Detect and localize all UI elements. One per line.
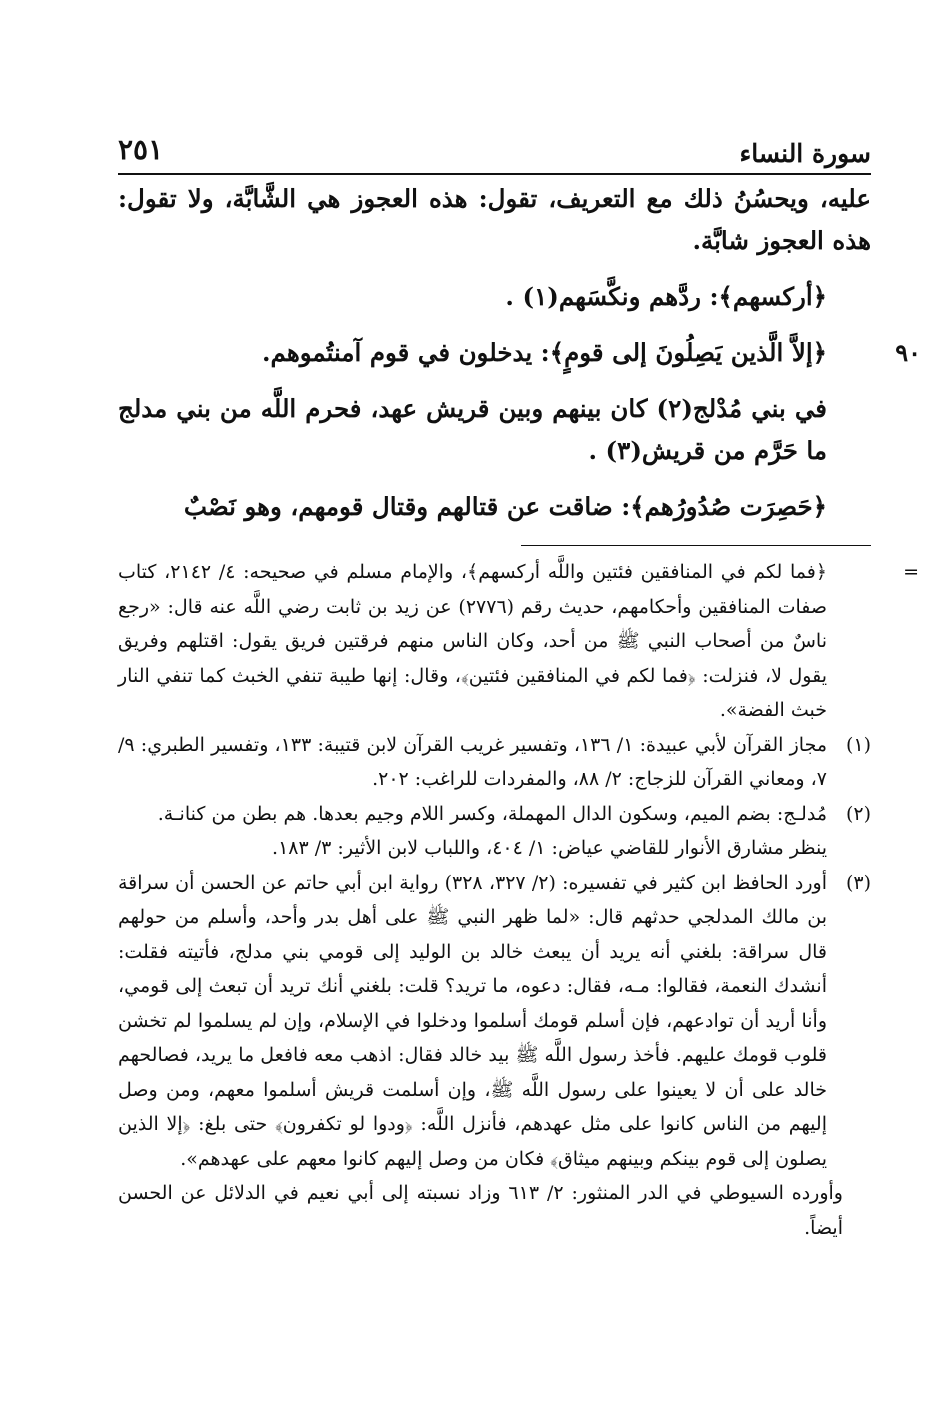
footnote-1 bbox=[118, 728, 871, 797]
footnote-2-number: (٢) bbox=[845, 802, 871, 825]
footnote-1-text: مجاز القرآن لأبي عبيدة: ١/ ١٣٦، وتفسير غريب القرآن لابن قتيبة: ١٣٣، وتفسير الطبري: ٩/ ٧، ومعاني القرآن للزجاج: ٢/ ٨٨، والمفردات للراغب: ٢٠٢. bbox=[118, 733, 828, 790]
paragraph-3: ﴿إلاَّ الَّذين يَصِلُونَ إلى قومٍ﴾: يدخلون في قوم آمنتُموهم. bbox=[262, 338, 827, 367]
continuation-text: ﴿فما لكم في المنافقين فئتين واللَّه أركسهم﴾، والإمام مسلم في صحيحه: ٤/ ٢١٤٢، كتاب صفات المنافقين وأحكامهم، حديث رقم (٢٧٧٦) عن زيد بن ثابت رضي اللَّه عنه قال: «رجع ناسٌ من أصحاب النبي ﷺ من أحد، وكان الناس منهم فرقتين فريق يقول: اقتلهم وفريق يقول لا، فنزلت: ﴿فما لكم في المنافقين فئتين﴾، وقال: إنها طيبة تنفي الخبث كما تنفي النار خبث الفضة». bbox=[118, 561, 827, 721]
footnote-2 bbox=[118, 797, 871, 832]
footnote-3-text: أورد الحافظ ابن كثير في تفسيره: (٢/ ٣٢٧، ٣٢٨) رواية ابن أبي حاتم عن الحسن أن سراقة بن مالك المدلجي حدثهم قال: «لما ظهر النبي ﷺ على أهل بدر وأحد، وأسلم من حولهم قال سراقة: بلغني أنه يريد أن يبعث خالد بن الوليد إلى قومي بني مدلج، فأتيته فقلت: أنشدك النعمة، فقالوا: مـه، فقال: دعوه، ما تريد؟ قلت: بلغني أنك تريد أن تبعث إلى قومي، وأنا أريد أن توادعهم، فإن أسلم قومك أسلموا ودخلوا في الإسلام، وإن لم يسلموا لم تخشن قلوب قومك عليهم. فأخذ رسول اللَّه ﷺ بيد خالد فقال: اذهب معه فافعل ما يريد، فصالحهم خالد على أن لا يعينوا على رسول اللَّه ﷺ، وإن أسلمت قريش أسلموا معهم، ومن وصل إليهم من الناس كانوا على مثل عهدهم، فأنزل اللَّه: ﴿ودوا لو تكفرون﴾ حتى بلغ: ﴿إلا الذين يصلون إلى قوم بينكم وبينهم ميثاق﴾ فكان من وصل إليهم كانوا معهم على عهدهم». bbox=[118, 871, 828, 1170]
paragraph-4: في بني مُدْلج(٢) كان بينهم وبين قريش عهد، فحرم اللَّه من بني مدلج ما حَرَّم من قريش(٣) . bbox=[118, 394, 827, 465]
continuation-marker: = bbox=[903, 561, 919, 583]
paragraph-2: ﴿أركسهم﴾: ردَّهم ونكَّسَهم(١) . bbox=[505, 282, 827, 311]
footnote-continuation bbox=[118, 555, 919, 728]
paragraph-1: عليه، ويحسُنُ ذلك مع التعريف، تقول: هذه العجوز هي الشَّابَّة، ولا تقول: هذه العجوز شابَّة. bbox=[118, 184, 871, 255]
verse-number: ٩٠ bbox=[895, 338, 921, 367]
main-text bbox=[118, 178, 921, 542]
surah-title: سورة النساء bbox=[739, 139, 871, 168]
footnote-3-number: (٣) bbox=[845, 871, 871, 894]
page-header bbox=[118, 133, 871, 175]
footnote-3 bbox=[118, 866, 871, 1177]
footnote-2-text: مُدلـج: بضم الميم، وسكون الدال المهملة، وكسر اللام وجيم بعدها. هم بطن من كنانـة. bbox=[157, 802, 827, 825]
paragraph-5: ﴿حَصِرَت صُدُورُهم﴾: ضاقت عن قتالهم وقتال قومهم، وهو نَصْبٌ bbox=[183, 492, 827, 521]
footnote-2-extra: ينظر مشارق الأنوار للقاضي عياض: ١/ ٤٠٤، واللباب لابن الأثير: ٣/ ١٨٣. bbox=[272, 837, 827, 859]
page-number: ٢٥١ bbox=[118, 133, 164, 166]
footnote-separator bbox=[521, 545, 871, 546]
footnote-1-number: (١) bbox=[845, 733, 871, 756]
verse-row bbox=[118, 332, 921, 374]
footnote-3-extra: وأورده السيوطي في الدر المنثور: ٢/ ٦١٣ وزاد نسبته إلى أبي نعيم في الدلائل عن الحسن أيضاً. bbox=[118, 1182, 843, 1239]
footnotes bbox=[118, 555, 919, 1245]
